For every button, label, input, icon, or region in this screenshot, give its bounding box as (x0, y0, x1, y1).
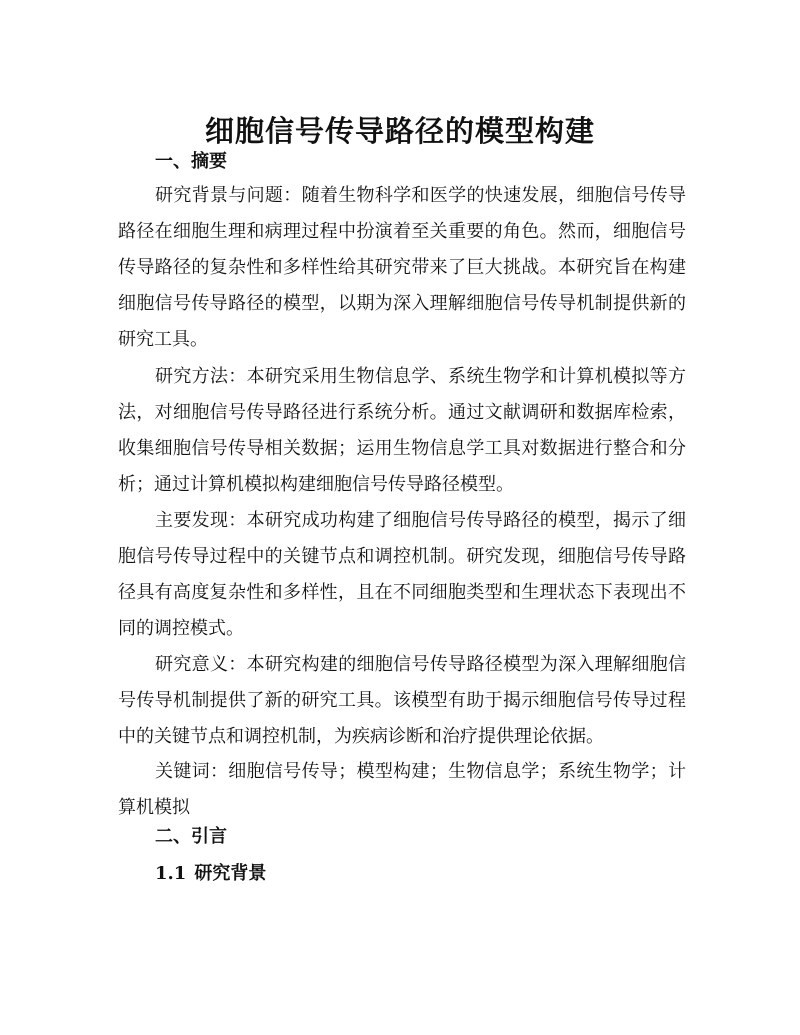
document-title: 细胞信号传导路径的模型构建 (204, 114, 595, 149)
abstract-background-paragraph: 研究背景与问题：随着生物科学和医学的快速发展，细胞信号传导路径在细胞生理和病理过程中扮演着至关重要的角色。然而，细胞信号传导路径的复杂性和多样性给其研究带来了巨大挑战。本研究旨在构建细胞信号传导路径的模型，以期为深入理解细胞信号传导机制提供新的研究工具。 (118, 185, 686, 350)
abstract-methods-paragraph: 研究方法：本研究采用生物信息学、系统生物学和计算机模拟等方法，对细胞信号传导路径进行系统分析。通过文献调研和数据库检索，收集细胞信号传导相关数据；运用生物信息学工具对数据进行整合和分析；通过计算机模拟构建细胞信号传导路径模型。 (118, 366, 686, 495)
abstract-findings-paragraph: 主要发现：本研究成功构建了细胞信号传导路径的模型，揭示了细胞信号传导过程中的关键节点和调控机制。研究发现，细胞信号传导路径具有高度复杂性和多样性，且在不同细胞类型和生理状态下表现出不同的调控模式。 (118, 510, 686, 639)
abstract-significance-paragraph: 研究意义：本研究构建的细胞信号传导路径模型为深入理解细胞信号传导机制提供了新的研究工具。该模型有助于揭示细胞信号传导过程中的关键节点和调控机制，为疾病诊断和治疗提供理论依据。 (118, 654, 686, 747)
section-heading-abstract: 一、摘要 (155, 151, 227, 172)
subsection-title: 研究背景 (194, 863, 267, 884)
keywords-paragraph: 关键词：细胞信号传导；模型构建；生物信息学；系统生物学；计算机模拟 (118, 761, 686, 818)
subsection-number: 1.1 (155, 863, 187, 884)
subsection-heading (155, 860, 266, 888)
section-heading-introduction: 二、引言 (155, 826, 227, 847)
